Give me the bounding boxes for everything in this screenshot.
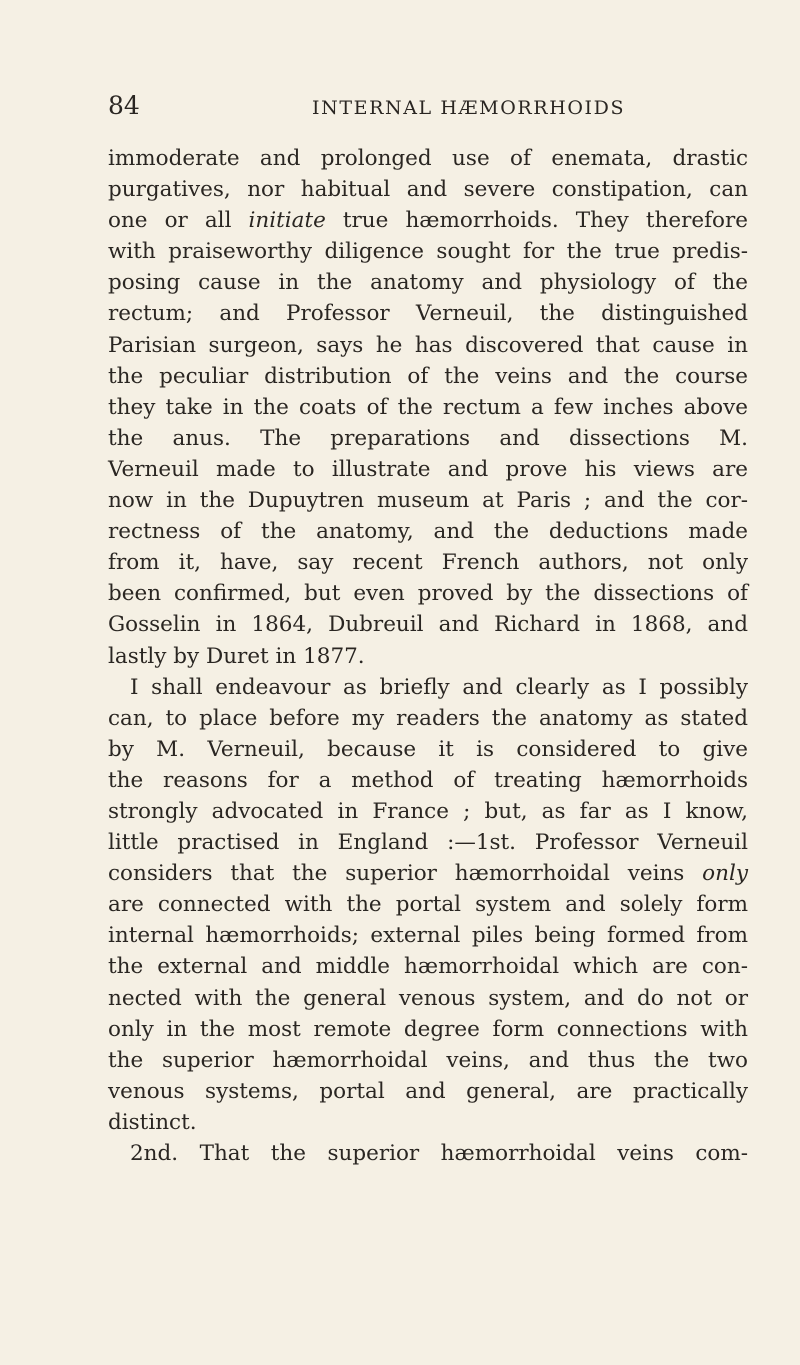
text-line: venous systems, portal and general, are practically: [108, 1078, 748, 1104]
text-line: they take in the coats of the rectum a few inches above: [108, 394, 748, 420]
text-line: rectum; and Professor Verneuil, the distinguished: [108, 301, 748, 327]
text-line: from it, have, say recent French authors, not only: [108, 550, 748, 576]
text-line: posing cause in the anatomy and physiology of the: [108, 270, 748, 296]
text-line: I shall endeavour as briefly and clearly as I possibly: [130, 674, 748, 700]
text-line: the external and middle hæmorrhoidal which are con-: [108, 954, 748, 980]
text-line: the reasons for a method of treating hæmorrhoids: [108, 767, 748, 793]
text-line: the peculiar distribution of the veins and the course: [108, 363, 748, 389]
text-line: little practised in England :—1st. Professor Verneuil: [108, 830, 748, 856]
text-line: with praiseworthy diligence sought for the true predis-: [108, 239, 748, 265]
text-line: considers that the superior hæmorrhoidal veins only: [108, 861, 748, 887]
text-line: are connected with the portal system and solely form: [108, 892, 748, 918]
text-line: nected with the general venous system, and do not or: [108, 985, 748, 1011]
text-line: strongly advocated in France ; but, as far as I know,: [108, 798, 748, 824]
text-line: immoderate and prolonged use of enemata, drastic: [108, 146, 748, 171]
text-line: Gosselin in 1864, Dubreuil and Richard in 1868, and: [108, 612, 748, 638]
running-head: INTERNAL HÆMORRHOIDS: [312, 97, 626, 119]
text-line: the superior hæmorrhoidal veins, and thus the two: [108, 1047, 748, 1073]
text-line: distinct.: [108, 1109, 197, 1135]
text-line: now in the Dupuytren museum at Paris ; and the cor-: [108, 488, 748, 514]
text-line: lastly by Duret in 1877.: [108, 643, 365, 669]
body-text: [108, 143, 748, 1169]
text-line: can, to place before my readers the anatomy as stated: [108, 705, 748, 731]
text-line: Verneuil made to illustrate and prove his views are: [108, 456, 748, 482]
text-line: Parisian surgeon, says he has discovered that cause in: [108, 332, 748, 358]
text-line: one or all initiate true hæmorrhoids. They therefore: [108, 208, 748, 234]
text-line: only in the most remote degree form connections with: [108, 1016, 748, 1042]
text-line: 2nd. That the superior hæmorrhoidal veins com-: [130, 1141, 748, 1166]
emphasis-only: only: [702, 861, 748, 887]
text-line: rectness of the anatomy, and the deductions made: [108, 519, 748, 545]
emphasis-initiate: initiate: [248, 208, 326, 234]
text-line: been confirmed, but even proved by the dissections of: [108, 581, 748, 607]
text-line: purgatives, nor habitual and severe constipation, can: [108, 177, 748, 203]
text-line: internal hæmorrhoids; external piles being formed from: [108, 923, 748, 949]
page-number: 84: [108, 91, 140, 120]
text-line: the anus. The preparations and dissections M.: [108, 425, 748, 451]
text-line: by M. Verneuil, because it is considered to give: [108, 736, 748, 762]
